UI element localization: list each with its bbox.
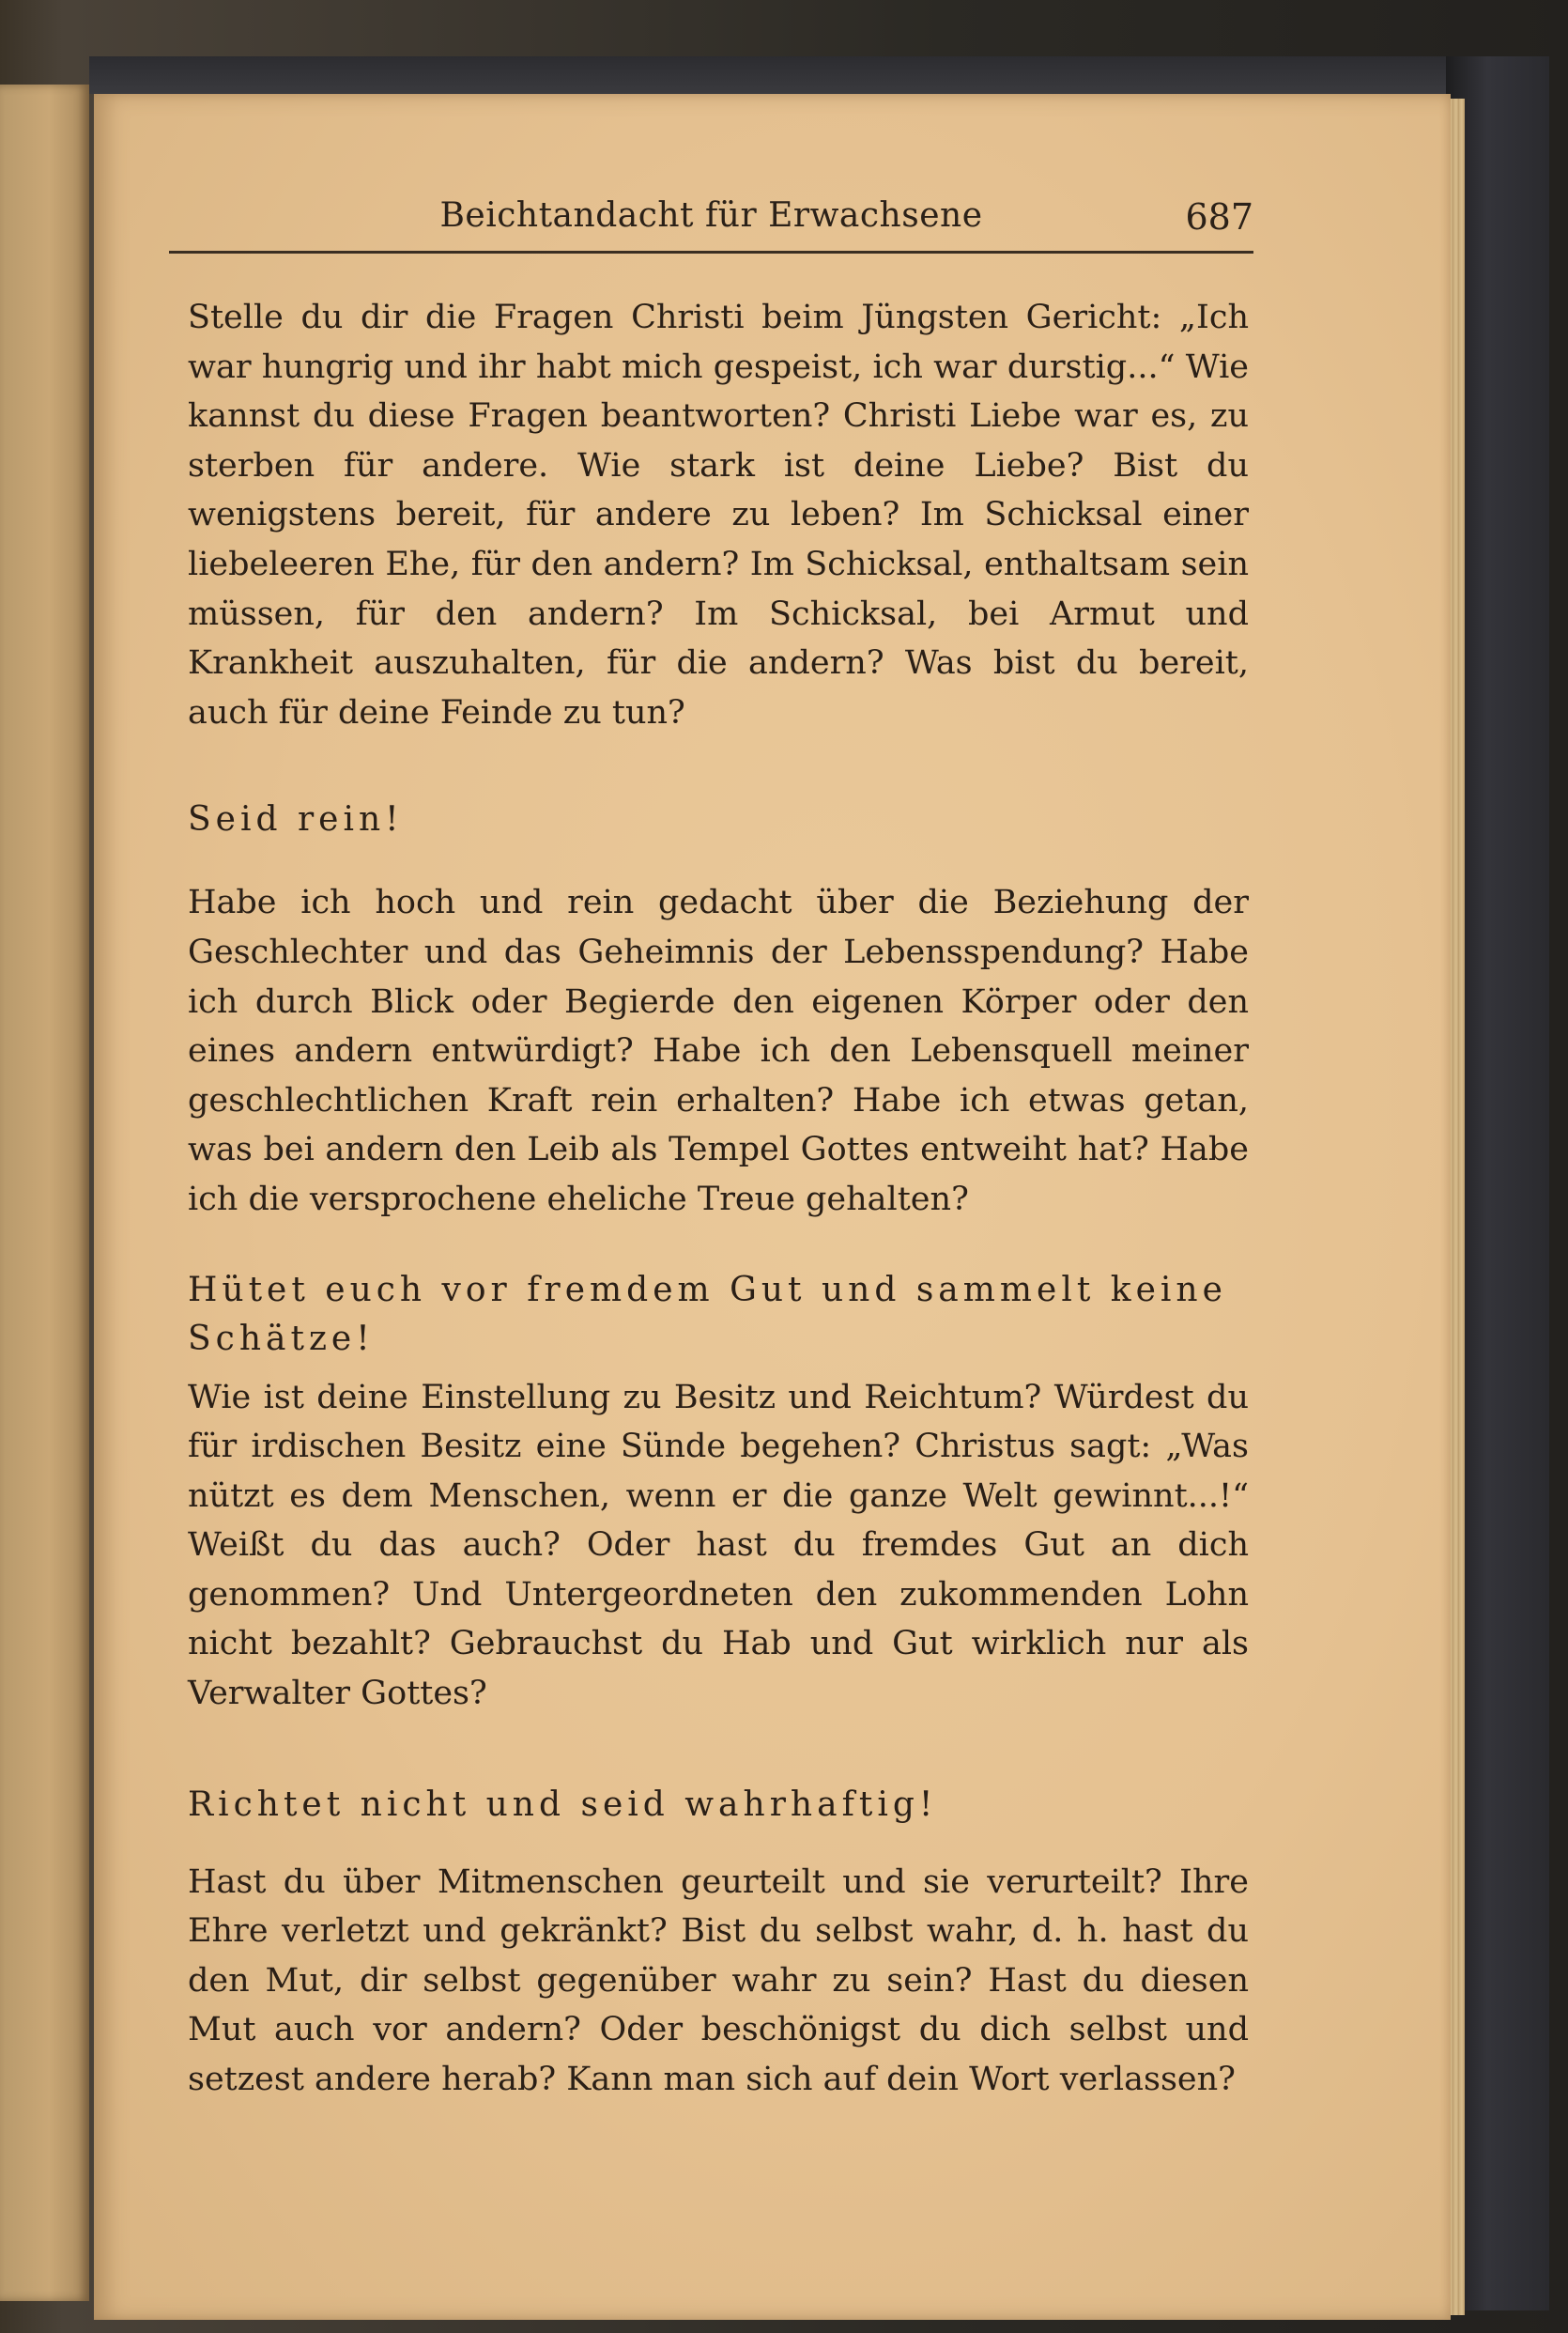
page-number: 687: [1185, 196, 1253, 238]
running-title: Beichtandacht für Erwachsene: [439, 196, 983, 235]
heading-purity: Seid rein!: [188, 800, 404, 840]
paragraph-love: Stelle du dir die Fragen Christi beim Jüngsten Gericht: „Ich war hungrig und ihr habt mich gespeist, ich war durstig...“ Wie kannst du diese Fragen beantworten? Christi Liebe war es, zu sterben für andere. Wie stark ist deine Liebe? Bist du wenigstens bereit, für andere zu leben? Im Schicksal einer liebeleeren Ehe, für den andern? Im Schicksal, enthaltsam sein müssen, für den andern? Im Schicksal, bei Armut und Krankheit auszuhalten, für die andern? Was bist du bereit, auch für deine Feinde zu tun?: [188, 299, 1249, 732]
heading-property: Hütet euch vor fremdem Gut und sammelt keine Schätze!: [188, 1270, 1227, 1358]
running-header: [169, 193, 1253, 254]
paragraph-purity: Habe ich hoch und rein gedacht über die Beziehung der Geschlechter und das Geheimnis der Lebensspendung? Habe ich durch Blick oder Begierde den eigenen Körper oder den eines andern entwürdigt? Habe ich den Lebensquell meiner geschlechtlichen Kraft rein erhalten? Habe ich etwas getan, was bei andern den Leib als Tempel Gottes entweiht hat? Habe ich die versprochene eheliche Treue gehalten?: [188, 884, 1249, 1218]
page-body: [188, 293, 1249, 2105]
cover-top-edge: [89, 56, 1549, 94]
paragraph-property: Wie ist deine Einstellung zu Besitz und Reichtum? Würdest du für irdischen Besitz eine Sünde begehen? Christus sagt: „Was nützt es dem Menschen, wenn er die ganze Welt gewinnt...!“ Weißt du das auch? Oder hast du fremdes Gut an dich genommen? Und Untergeordneten den zukommenden Lohn nicht bezahlt? Gebrauchst du Hab und Gut wirklich nur als Verwalter Gottes?: [188, 1378, 1249, 1713]
heading-truthfulness: Richtet nicht und seid wahrhaftig!: [188, 1785, 938, 1824]
paragraph-truthfulness: Hast du über Mitmenschen geurteilt und sie verurteilt? Ihre Ehre verletzt und gekränkt? Bist du selbst wahr, d. h. hast du den Mut, dir selbst gegenüber wahr zu sein? Hast du diesen Mut auch vor andern? Oder beschönigst du dich selbst und setzest andere herab? Kann man sich auf dein Wort verlassen?: [188, 1862, 1249, 2099]
left-page-edge: [0, 85, 89, 2301]
